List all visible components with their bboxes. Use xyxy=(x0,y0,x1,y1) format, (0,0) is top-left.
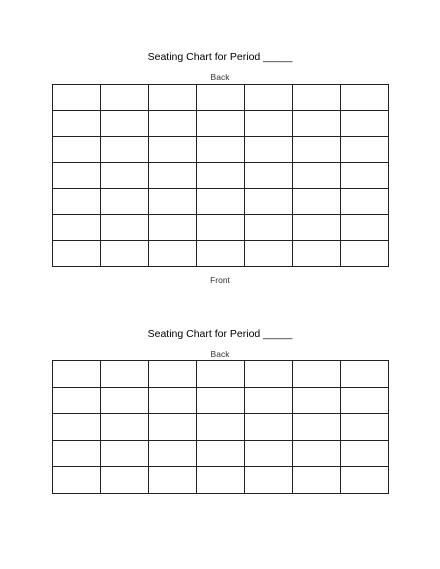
seat-cell xyxy=(341,111,389,137)
seat-row xyxy=(53,414,389,441)
seat-cell xyxy=(341,440,389,467)
seat-cell xyxy=(293,467,341,494)
seat-cell xyxy=(53,241,101,267)
seat-cell xyxy=(245,361,293,388)
seat-cell xyxy=(197,137,245,163)
seat-cell xyxy=(293,137,341,163)
seat-cell xyxy=(197,163,245,189)
chart-title: Seating Chart for Period _____ xyxy=(147,51,293,63)
seat-cell xyxy=(341,241,389,267)
seat-cell xyxy=(149,137,197,163)
seat-cell xyxy=(101,111,149,137)
seat-cell xyxy=(53,85,101,111)
seat-cell xyxy=(245,215,293,241)
seat-cell xyxy=(293,241,341,267)
seat-cell xyxy=(149,414,197,441)
seat-cell xyxy=(341,85,389,111)
seat-row xyxy=(53,467,389,494)
seat-cell xyxy=(101,440,149,467)
seat-row xyxy=(53,111,389,137)
seat-cell xyxy=(53,163,101,189)
seat-cell xyxy=(293,440,341,467)
seat-cell xyxy=(245,137,293,163)
seat-cell xyxy=(245,440,293,467)
back-label: Back xyxy=(210,349,230,359)
seat-cell xyxy=(149,111,197,137)
seat-cell xyxy=(197,215,245,241)
seat-cell xyxy=(53,189,101,215)
seat-cell xyxy=(101,467,149,494)
seat-cell xyxy=(341,189,389,215)
seating-grid xyxy=(52,84,389,267)
seat-cell xyxy=(197,414,245,441)
seat-cell xyxy=(53,361,101,388)
seat-cell xyxy=(341,387,389,414)
seat-cell xyxy=(149,387,197,414)
seat-cell xyxy=(245,414,293,441)
front-label: Front xyxy=(210,275,230,285)
seat-cell xyxy=(293,215,341,241)
seat-cell xyxy=(101,215,149,241)
seat-cell xyxy=(53,215,101,241)
seat-row xyxy=(53,361,389,388)
seating-grid xyxy=(52,360,389,494)
seat-cell xyxy=(197,241,245,267)
seat-cell xyxy=(197,111,245,137)
seat-cell xyxy=(149,361,197,388)
seat-cell xyxy=(293,85,341,111)
seat-cell xyxy=(197,85,245,111)
seat-cell xyxy=(245,241,293,267)
seat-cell xyxy=(149,189,197,215)
seat-row xyxy=(53,85,389,111)
seat-cell xyxy=(341,215,389,241)
seat-cell xyxy=(341,467,389,494)
seat-cell xyxy=(293,163,341,189)
seat-cell xyxy=(149,241,197,267)
seat-cell xyxy=(101,163,149,189)
seat-cell xyxy=(293,111,341,137)
seat-cell xyxy=(197,387,245,414)
seat-cell xyxy=(101,361,149,388)
seat-row xyxy=(53,215,389,241)
seat-cell xyxy=(197,440,245,467)
seat-cell xyxy=(149,467,197,494)
seat-cell xyxy=(101,387,149,414)
seat-row xyxy=(53,440,389,467)
seat-cell xyxy=(197,361,245,388)
seat-cell xyxy=(149,440,197,467)
seat-cell xyxy=(197,189,245,215)
seat-cell xyxy=(53,137,101,163)
back-label: Back xyxy=(210,72,230,82)
seat-row xyxy=(53,241,389,267)
seat-cell xyxy=(197,467,245,494)
seat-cell xyxy=(101,241,149,267)
seat-row xyxy=(53,387,389,414)
seat-cell xyxy=(53,440,101,467)
seat-cell xyxy=(341,163,389,189)
seat-cell xyxy=(53,414,101,441)
seat-cell xyxy=(53,467,101,494)
seat-cell xyxy=(149,163,197,189)
seat-cell xyxy=(101,414,149,441)
seat-cell xyxy=(101,85,149,111)
seat-cell xyxy=(341,361,389,388)
seat-cell xyxy=(101,137,149,163)
seat-cell xyxy=(245,467,293,494)
seat-cell xyxy=(245,85,293,111)
seat-cell xyxy=(341,414,389,441)
seat-cell xyxy=(149,215,197,241)
seat-cell xyxy=(245,387,293,414)
seat-cell xyxy=(245,163,293,189)
seat-cell xyxy=(293,361,341,388)
seat-cell xyxy=(245,189,293,215)
seat-row xyxy=(53,163,389,189)
seat-row xyxy=(53,189,389,215)
seat-cell xyxy=(341,137,389,163)
seat-cell xyxy=(149,85,197,111)
seat-cell xyxy=(53,387,101,414)
seat-cell xyxy=(293,414,341,441)
seat-row xyxy=(53,137,389,163)
seat-cell xyxy=(101,189,149,215)
seat-cell xyxy=(293,189,341,215)
chart-title: Seating Chart for Period _____ xyxy=(147,328,293,340)
seat-cell xyxy=(245,111,293,137)
seat-cell xyxy=(53,111,101,137)
seat-cell xyxy=(293,387,341,414)
